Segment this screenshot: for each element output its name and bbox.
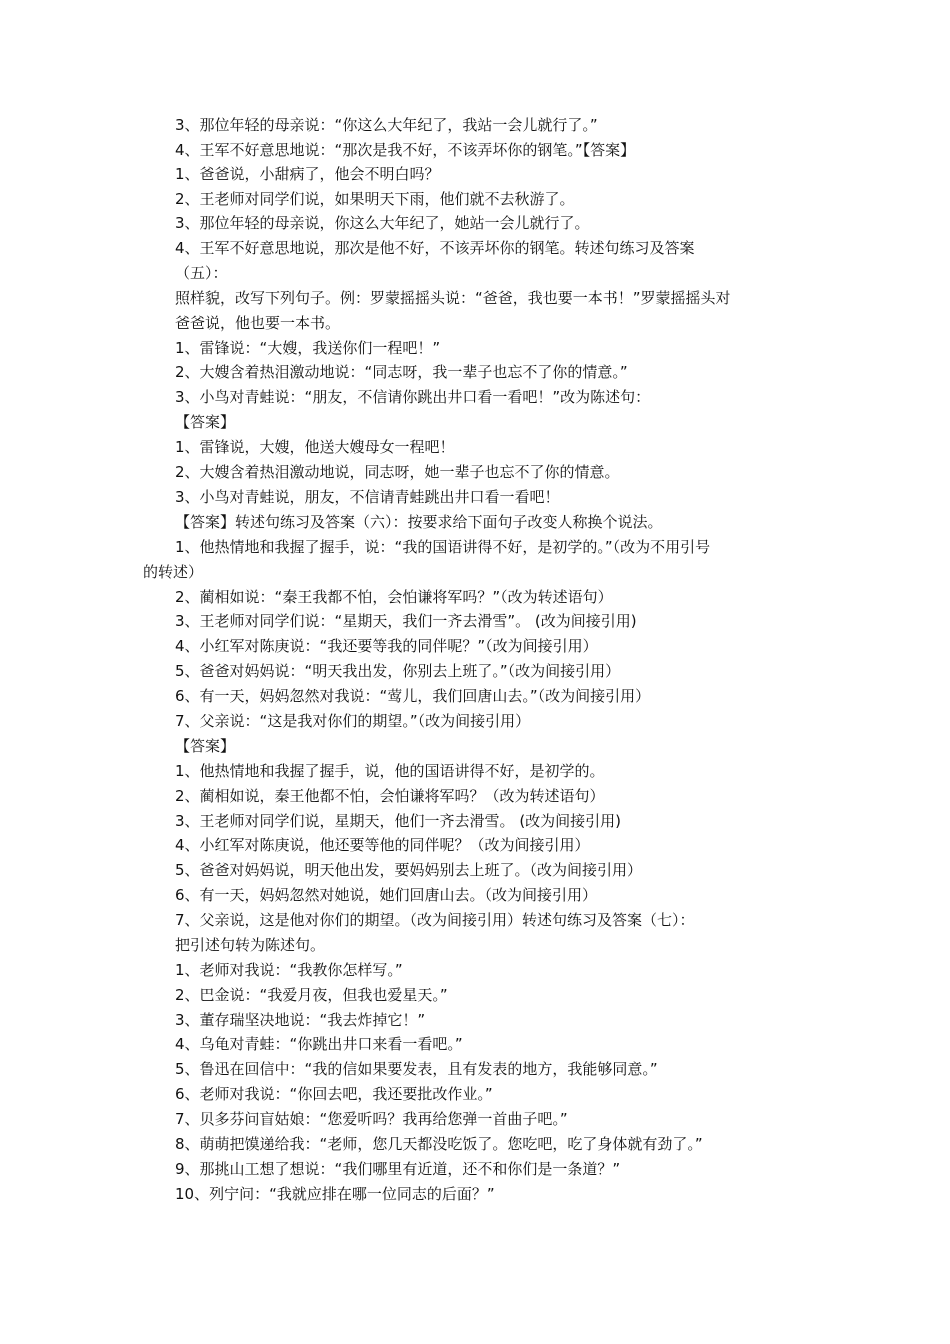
text-line: 1、雷锋说，大嫂，他送大嫂母女一程吧！ [175,438,455,456]
text-line: 的转述） [143,563,204,581]
text-line: 2、蔺相如说，秦王他都不怕，会怕谦将军吗？（改为转述语句） [175,787,605,805]
text-line: 4、王军不好意思地说：“那次是我不好，不该弄坏你的钢笔。”【答案】 [175,141,636,159]
text-line: 4、乌龟对青蛙：“你跳出井口来看一看吧。” [175,1035,463,1053]
text-line: 3、王老师对同学们说，星期天，他们一齐去滑雪。 (改为间接引用) [175,812,622,830]
text-line: 2、王老师对同学们说，如果明天下雨，他们就不去秋游了。 [175,190,575,208]
text-line: 照样貌，改写下列句子。例：罗蒙摇摇头说：“爸爸，我也要一本书！”罗蒙摇摇头对 [175,289,731,307]
text-line: 3、那位年轻的母亲说：“你这么大年纪了，我站一会儿就行了。” [175,116,598,134]
text-line: 6、有一天，妈妈忽然对我说：“莺儿，我们回唐山去。”（改为间接引用） [175,687,651,705]
text-line: 5、爸爸对妈妈说：“明天我出发，你别去上班了。”（改为间接引用） [175,662,621,680]
text-line: 7、父亲说：“这是我对你们的期望。”（改为间接引用） [175,712,531,730]
text-line: 5、鲁迅在回信中：“我的信如果要发表，且有发表的地方，我能够同意。” [175,1060,658,1078]
text-line: 1、雷锋说：“大嫂，我送你们一程吧！” [175,339,441,357]
text-line: 【答案】转述句练习及答案（六）：按要求给下面句子改变人称换个说法。 [175,513,663,531]
text-line: 6、有一天，妈妈忽然对她说，她们回唐山去。（改为间接引用） [175,886,598,904]
text-line: 1、老师对我说：“我教你怎样写。” [175,961,403,979]
text-line: 1、他热情地和我握了握手，说：“我的国语讲得不好，是初学的。”（改为不用引号 [175,538,711,556]
text-line: 3、小鸟对青蛙说，朋友，不信请青蛙跳出井口看一看吧！ [175,488,560,506]
text-line: 2、大嫂含着热泪激动地说：“同志呀，我一辈子也忘不了你的情意。” [175,363,628,381]
text-line: 5、爸爸对妈妈说，明天他出发，要妈妈别去上班了。（改为间接引用） [175,861,643,879]
text-line: 4、王军不好意思地说，那次是他不好，不该弄坏你的钢笔。转述句练习及答案 [175,239,695,257]
text-line: 3、小鸟对青蛙说：“朋友，不信请你跳出井口看一看吧！”改为陈述句： [175,388,651,406]
text-line: 1、爸爸说，小甜病了，他会不明白吗？ [175,165,440,183]
text-line: 3、董存瑞坚决地说：“我去炸掉它！” [175,1011,426,1029]
text-line: 9、那挑山工想了想说：“我们哪里有近道，还不和你们是一条道？” [175,1160,621,1178]
text-line: 6、老师对我说：“你回去吧，我还要批改作业。” [175,1085,493,1103]
text-line: 8、萌萌把馍递给我：“老师，您几天都没吃饭了。您吃吧，吃了身体就有劲了。” [175,1135,703,1153]
text-line: 7、贝多芬问盲姑娘：“您爱听吗？我再给您弹一首曲子吧。” [175,1110,568,1128]
text-line: 爸爸说，他也要一本书。 [175,314,341,332]
text-line: 4、小红军对陈庚说：“我还要等我的同伴呢？”（改为间接引用） [175,637,598,655]
text-line: 【答案】 [175,413,236,431]
text-line: 1、他热情地和我握了握手，说，他的国语讲得不好，是初学的。 [175,762,605,780]
text-line: 2、蔺相如说：“秦王我都不怕，会怕谦将军吗？”（改为转述语句） [175,588,613,606]
text-line: 2、巴金说：“我爱月夜，但我也爱星天。” [175,986,448,1004]
text-line: 2、大嫂含着热泪激动地说，同志呀，她一辈子也忘不了你的情意。 [175,463,620,481]
text-line: 7、父亲说，这是他对你们的期望。（改为间接引用）转述句练习及答案（七）： [175,911,695,929]
text-line: 把引述句转为陈述句。 [175,936,326,954]
text-line: 【答案】 [175,737,236,755]
text-line: 3、王老师对同学们说：“星期天，我们一齐去滑雪”。 (改为间接引用) [175,612,637,630]
text-line: 10、列宁问：“我就应排在哪一位同志的后面？” [175,1185,495,1203]
text-line: 4、小红军对陈庚说，他还要等他的同伴呢？（改为间接引用） [175,836,590,854]
text-line: （五）： [175,264,228,282]
text-line: 3、那位年轻的母亲说，你这么大年纪了，她站一会儿就行了。 [175,214,590,232]
